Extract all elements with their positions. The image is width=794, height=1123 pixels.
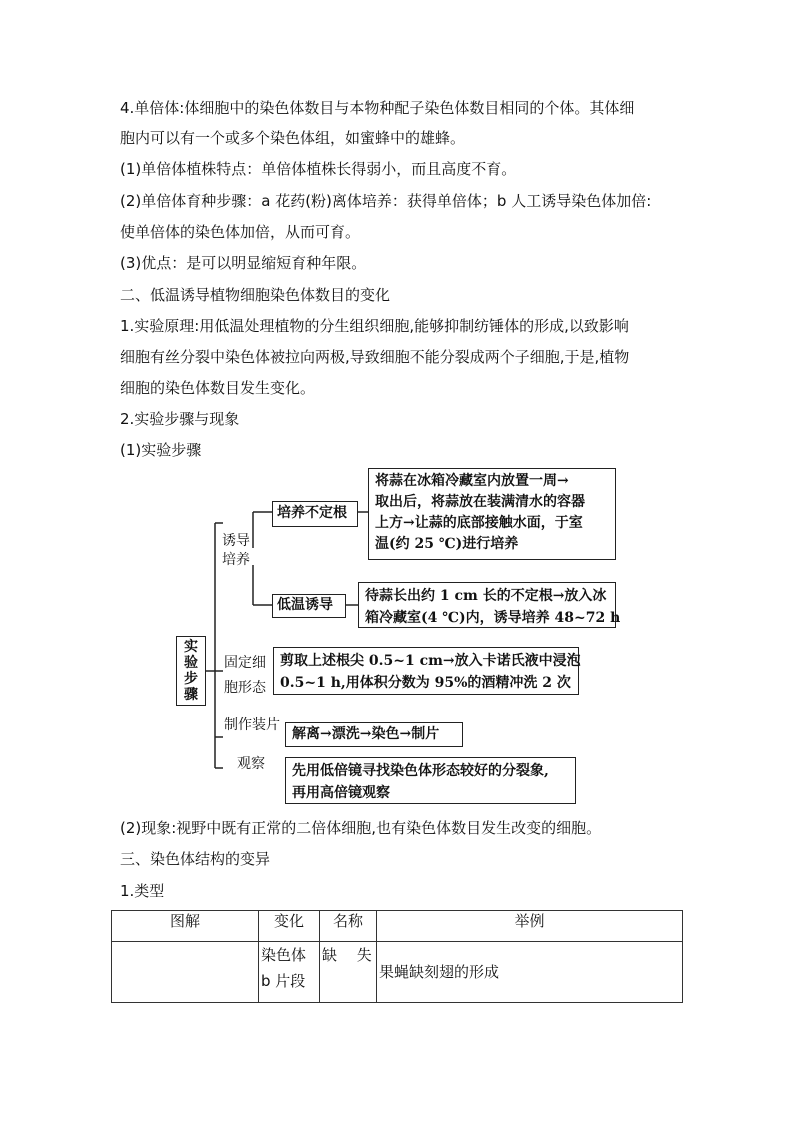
sub2-text-box (358, 582, 621, 628)
sub1-line: 将蒜在冰箱冷藏室内放置一周→ (375, 473, 569, 489)
sub1-label: 培养不定根 (277, 505, 347, 521)
header-cell: 举例 (377, 911, 683, 942)
diagram-cell (112, 942, 259, 1003)
sub1-line: 取出后，将蒜放在装满清水的容器 (375, 494, 585, 510)
sub2-line: 箱冷藏室(4 ℃)内，诱导培养 48~72 h (365, 610, 621, 626)
section-heading-3: 三、染色体结构的变异 (120, 850, 271, 868)
root-char: 验 (184, 655, 198, 671)
p8: 1.实验原理:用低温处理植物的分生组织细胞,能够抑制纺锤体的形成,以致影响 (120, 317, 629, 335)
sub1-line: 温(约 25 ℃)进行培养 (375, 536, 519, 552)
observe-text-box (285, 757, 576, 804)
slide-label: 制作装片 (224, 717, 280, 733)
p11: 2.实验步骤与现象 (120, 410, 240, 428)
p9: 细胞有丝分裂中染色体被拉向两极,导致细胞不能分裂成两个子细胞,于是,植物 (120, 348, 630, 366)
fix-label-2: 胞形态 (224, 680, 266, 696)
induce-label-1: 诱导 (222, 533, 250, 549)
header-cell: 名称 (320, 911, 377, 942)
header-cell: 图解 (112, 911, 259, 942)
p15: 1.类型 (120, 882, 165, 900)
example-cell (377, 942, 683, 1003)
name-cell (320, 942, 377, 1003)
p1: 4.单倍体:体细胞中的染色体数目与本物种配子染色体数目相同的个体。其体细 (120, 99, 635, 117)
fix-label-1: 固定细 (224, 655, 266, 671)
observe-label: 观察 (237, 756, 265, 772)
slide-line: 解离→漂洗→染色→制片 (292, 726, 440, 742)
sub2-label-box (272, 594, 346, 618)
sub1-text-box (368, 468, 616, 560)
p4: (2)单倍体育种步骤：a 花药(粉)离体培养：获得单倍体；b 人工诱导染色体加倍: (120, 192, 652, 210)
table-row (112, 942, 683, 1003)
fix-line: 剪取上述根尖 0.5~1 cm→放入卡诺氏液中浸泡 (280, 653, 581, 669)
p13: (2)现象:视野中既有正常的二倍体细胞,也有染色体数目发生改变的细胞。 (120, 819, 602, 837)
induce-label-2: 培养 (222, 552, 250, 568)
diagram-root (176, 636, 206, 706)
p5: 使单倍体的染色体加倍，从而可育。 (120, 223, 361, 241)
name-text: 缺 失 (322, 946, 372, 964)
root-char: 实 (184, 639, 198, 655)
sub1-line: 上方→让蒜的底部接触水面，于室 (375, 515, 583, 531)
root-char: 骤 (184, 687, 198, 703)
observe-line: 再用高倍镜观察 (292, 785, 390, 801)
table-header-row (112, 911, 683, 942)
sub1-label-box (272, 501, 358, 527)
observe-line: 先用低倍镜寻找染色体形态较好的分裂象, (292, 763, 549, 779)
p10: 细胞的染色体数目发生变化。 (120, 379, 316, 397)
variation-types-table (111, 910, 683, 1003)
fix-line: 0.5~1 h,用体积分数为 95%的酒精冲洗 2 次 (280, 675, 571, 691)
p6: (3)优点：是可以明显缩短育种年限。 (120, 254, 367, 272)
change-line: b 片段 (261, 972, 306, 990)
p3: (1)单倍体植株特点：单倍体植株长得弱小，而且高度不育。 (120, 160, 517, 178)
section-heading-2: 二、低温诱导植物细胞染色体数目的变化 (120, 286, 391, 304)
example-text: 果蝇缺刻翅的形成 (379, 963, 500, 981)
fix-text-box (273, 647, 579, 695)
change-cell (259, 942, 320, 1003)
header-cell: 变化 (259, 911, 320, 942)
sub2-label: 低温诱导 (277, 597, 333, 613)
change-line: 染色体 (261, 946, 307, 964)
sub2-line: 待蒜长出约 1 cm 长的不定根→放入冰 (365, 588, 607, 604)
root-char: 步 (184, 671, 198, 687)
slide-text-box (285, 722, 463, 747)
p2: 胞内可以有一个或多个染色体组，如蜜蜂中的雄蜂。 (120, 129, 466, 147)
p12: (1)实验步骤 (120, 441, 202, 459)
